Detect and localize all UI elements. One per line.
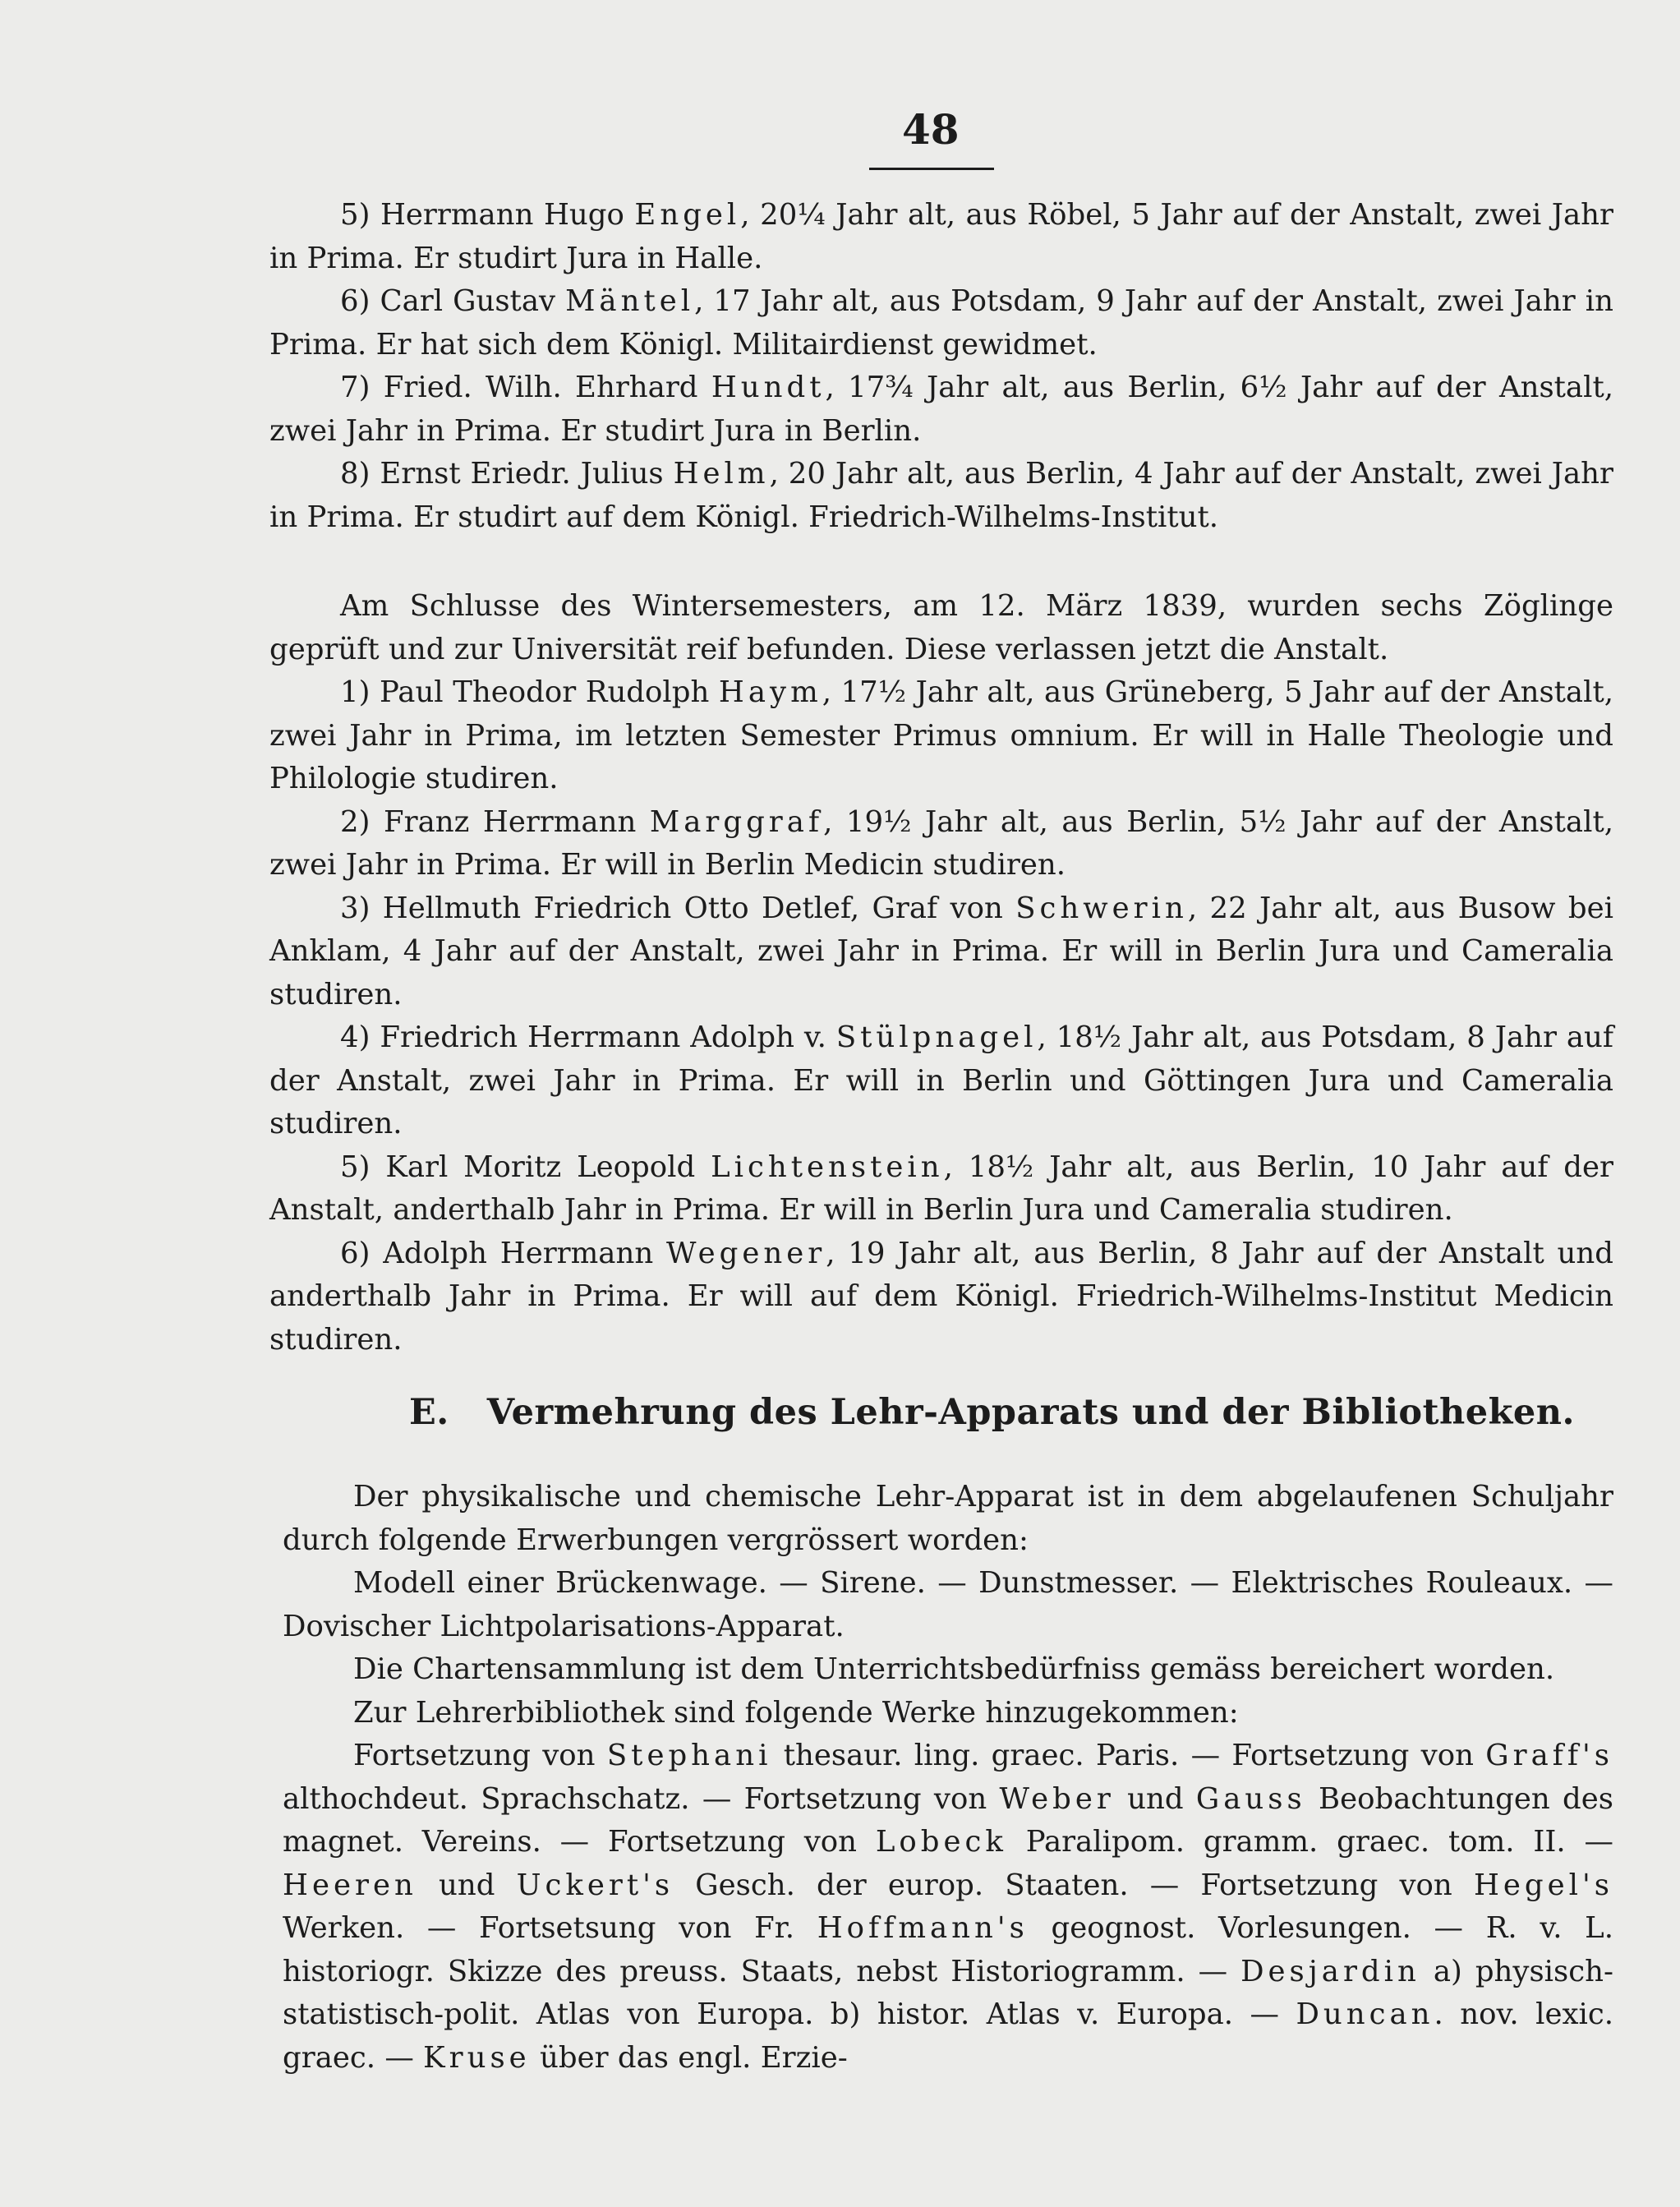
paragraph-library: Zur Lehrerbibliothek sind folgende Werke hinzugekommen: xyxy=(353,1695,1239,1730)
graduate-entry xyxy=(269,1016,1613,1146)
works-text: über das engl. Erzie- xyxy=(530,2040,848,2075)
section-title: Vermehrung des Lehr-Apparats und der Bibliotheken. xyxy=(486,1392,1575,1433)
graduate-entry xyxy=(269,194,1613,280)
author-name: Hegel's xyxy=(1473,1868,1613,1902)
entry-given-names: Franz Herrmann xyxy=(383,804,650,839)
entry-surname: Marggraf xyxy=(649,804,824,839)
works-text: geognost. Vorlesungen. — R. v. L. historiogr. Skizze des preuss. Staats, nebst Historiogramm. — xyxy=(283,1911,1614,1988)
entry-details: , 19 Jahr alt, aus Berlin, 8 Jahr auf der Anstalt und anderthalb Jahr in Prima. Er will auf dem Königl. Friedrich-Wilhelms-Institut Medicin studiren. xyxy=(269,1236,1613,1357)
entry-surname: Helm xyxy=(673,457,770,491)
section-body xyxy=(283,1476,1613,2080)
works-text: und xyxy=(1114,1781,1196,1816)
entry-number: 7) xyxy=(340,371,384,404)
author-name: Gauss xyxy=(1195,1781,1306,1816)
works-text: und xyxy=(417,1868,517,1902)
works-text: althochdeut. Sprachschatz. — Fortsetzung von xyxy=(283,1781,1000,1816)
entry-given-names: Friedrich Herrmann Adolph v. xyxy=(380,1021,836,1054)
entry-number: 8) xyxy=(340,457,380,491)
author-name: Desjardin xyxy=(1240,1954,1420,1988)
graduates-list-second xyxy=(269,671,1613,1362)
entry-number: 4) xyxy=(340,1021,380,1054)
entry-details: , 18½ Jahr alt, aus Berlin, 10 Jahr auf der Anstalt, anderthalb Jahr in Prima. Er will in Berlin Jura und Cameralia studiren. xyxy=(269,1150,1613,1227)
entry-details: , 20 Jahr alt, aus Berlin, 4 Jahr auf der Anstalt, zwei Jahr in Prima. Er studirt auf dem Königl. Friedrich-Wilhelms-Institut. xyxy=(269,457,1613,534)
entry-details: , 17½ Jahr alt, aus Grüneberg, 5 Jahr auf der Anstalt, zwei Jahr in Prima, im letzten Semester Primus omnium. Er will in Halle Theologie und Philologie studiren. xyxy=(269,675,1613,795)
entry-surname: Stülpnagel xyxy=(835,1021,1038,1054)
graduate-entry xyxy=(269,1146,1613,1233)
entry-surname: Engel xyxy=(634,198,741,232)
works-text: a) physisch-statistisch-polit. Atlas von Europa. b) histor. Atlas v. Europa. — xyxy=(283,1954,1613,2031)
entry-surname: Schwerin xyxy=(1015,891,1188,925)
graduate-entry xyxy=(269,1233,1613,1362)
page-number-rule xyxy=(869,168,994,170)
works-text: Beobachtungen des magnet. Vereins. — Fortsetzung von xyxy=(283,1781,1613,1859)
entry-given-names: Adolph Herrmann xyxy=(383,1236,667,1270)
author-name: Hoffmann's xyxy=(817,1911,1029,1945)
entry-given-names: Carl Gustav xyxy=(380,284,566,318)
entry-number: 5) xyxy=(340,1150,386,1184)
entry-details: , 20¼ Jahr alt, aus Röbel, 5 Jahr auf der Anstalt, zwei Jahr in Prima. Er studirt Jura in Halle. xyxy=(269,198,1613,275)
entry-given-names: Hellmuth Friedrich Otto Detlef, Graf von xyxy=(382,891,1016,925)
entry-number: 2) xyxy=(340,804,384,839)
works-text: Gesch. der europ. Staaten. — Fortsetzung von xyxy=(674,1868,1474,1902)
author-name: Stephani xyxy=(606,1739,772,1772)
graduate-entry xyxy=(269,366,1613,453)
entry-details: , 18½ Jahr alt, aus Potsdam, 8 Jahr auf der Anstalt, zwei Jahr in Prima. Er will in Berlin und Göttingen Jura und Cameralia studiren. xyxy=(269,1021,1613,1140)
entry-number: 3) xyxy=(340,891,383,925)
entry-details: , 22 Jahr alt, aus Busow bei Anklam, 4 Jahr auf der Anstalt, zwei Jahr in Prima. Er will in Berlin Jura und Cameralia studiren. xyxy=(269,891,1613,1011)
section-heading xyxy=(409,1392,1575,1433)
entry-details: , 19½ Jahr alt, aus Berlin, 5½ Jahr auf der Anstalt, zwei Jahr in Prima. Er will in Berlin Medicin studiren. xyxy=(269,804,1613,882)
paragraph-charts: Die Chartensammlung ist dem Unterrichtsbedürfniss gemäss bereichert worden. xyxy=(353,1652,1555,1686)
graduate-entry xyxy=(269,280,1613,366)
graduate-entry xyxy=(269,801,1613,887)
entry-details: , 17¾ Jahr alt, aus Berlin, 6½ Jahr auf der Anstalt, zwei Jahr in Prima. Er studirt Jura in Berlin. xyxy=(269,371,1613,448)
graduate-entry xyxy=(269,671,1613,801)
author-name: Graff's xyxy=(1485,1739,1614,1772)
author-name: Heeren xyxy=(283,1868,417,1902)
author-name: Duncan xyxy=(1296,1997,1434,2031)
entry-details: , 17 Jahr alt, aus Potsdam, 9 Jahr auf der Anstalt, zwei Jahr in Prima. Er hat sich dem Königl. Militairdienst gewidmet. xyxy=(269,284,1613,362)
works-text: Fortsetzung von xyxy=(353,1739,607,1772)
works-text: . nov. lexic. graec. — xyxy=(283,1997,1613,2075)
entry-given-names: Ernst Eriedr. Julius xyxy=(380,457,674,491)
graduate-entry xyxy=(269,453,1613,539)
author-name: Lobeck xyxy=(875,1825,1007,1859)
author-name: Uckert's xyxy=(516,1868,674,1902)
paragraph-apparatus: Der physikalische und chemische Lehr-Apparat ist in dem abgelaufenen Schuljahr durch folgende Erwerbungen vergrössert worden: xyxy=(283,1480,1613,1557)
graduate-entry xyxy=(269,887,1613,1017)
entry-given-names: Fried. Wilh. Ehrhard xyxy=(383,371,711,404)
entry-given-names: Paul Theodor Rudolph xyxy=(379,675,719,709)
graduates-text xyxy=(269,194,1613,1362)
entry-surname: Hundt xyxy=(711,371,826,404)
works-text: Werken. — Fortsetsung von Fr. xyxy=(283,1911,817,1945)
works-text: Paralipom. gramm. graec. tom. II. — xyxy=(1006,1825,1613,1859)
section-letter: E. xyxy=(409,1392,449,1433)
author-name: Kruse xyxy=(423,2040,531,2075)
graduates-list-first xyxy=(269,194,1613,539)
entry-surname: Haym xyxy=(718,675,822,709)
entry-number: 6) xyxy=(340,1236,384,1270)
entry-given-names: Karl Moritz Leopold xyxy=(385,1150,711,1184)
works-text: thesaur. ling. graec. Paris. — Fortsetzung von xyxy=(771,1739,1486,1772)
winter-intro-paragraph: Am Schlusse des Wintersemesters, am 12. März 1839, wurden sechs Zöglinge geprüft und zur Universität reif befunden. Diese verlassen jetzt die Anstalt. xyxy=(269,589,1613,666)
paragraph-apparatus-list: Modell einer Brückenwage. — Sirene. — Dunstmesser. — Elektrisches Rouleaux. — Dovischer Lichtpolarisations-Apparat. xyxy=(283,1566,1613,1643)
paragraph-works-list xyxy=(283,1735,1613,2080)
page-number: 48 xyxy=(902,105,960,154)
entry-number: 5) xyxy=(340,198,380,232)
entry-surname: Mäntel xyxy=(565,284,695,318)
entry-given-names: Herrmann Hugo xyxy=(380,198,635,232)
author-name: Weber xyxy=(999,1781,1115,1816)
entry-surname: Wegener xyxy=(666,1236,826,1270)
entry-number: 6) xyxy=(340,284,380,318)
entry-number: 1) xyxy=(340,675,380,709)
entry-surname: Lichtenstein xyxy=(711,1150,944,1184)
